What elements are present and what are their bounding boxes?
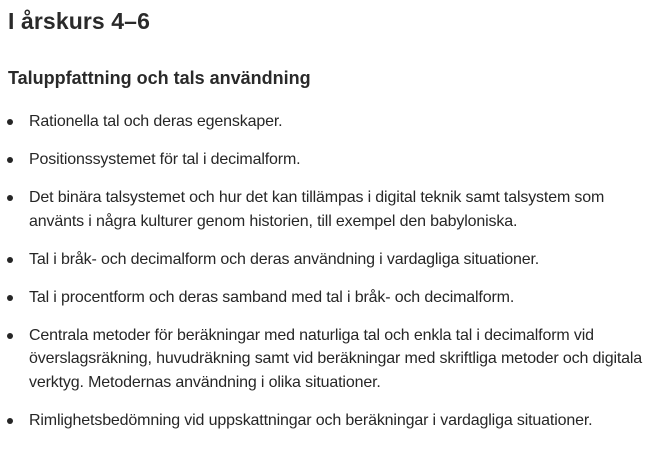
list-item [0, 110, 658, 134]
bullet-icon [7, 295, 13, 301]
list-item-text: Det binära talsystemet och hur det kan tillämpas i digital teknik samt talsystem som använts i några kulturer genom historien, till exempel den babyloniska. [29, 189, 605, 230]
bullet-icon [7, 119, 13, 125]
bullet-icon [7, 157, 13, 163]
list-item [0, 248, 658, 272]
list-item-text: Centrala metoder för beräkningar med naturliga tal och enkla tal i decimalform vid överslagsräkning, huvudräkning samt vid beräkningar med skriftliga metoder och digitala verktyg. Metodernas användning i olika situationer. [29, 326, 643, 391]
list-item [0, 324, 658, 395]
list-item-text: Tal i bråk- och decimalform och deras användning i vardagliga situationer. [29, 250, 540, 268]
page-title: I årskurs 4–6 [8, 8, 150, 34]
list-item [0, 186, 658, 233]
list-item [0, 409, 658, 433]
list-item-text: Rationella tal och deras egenskaper. [29, 113, 283, 130]
content-bullet-list [0, 110, 658, 447]
list-item [0, 148, 658, 172]
bullet-icon [7, 333, 13, 339]
list-item-text: Positionssystemet för tal i decimalform. [29, 151, 301, 168]
list-item [0, 286, 658, 310]
section-heading: Taluppfattning och tals användning [8, 68, 311, 88]
list-item-text: Rimlighetsbedömning vid uppskattningar och beräkningar i vardagliga situationer. [29, 411, 593, 429]
bullet-icon [7, 195, 13, 201]
bullet-icon [7, 418, 13, 424]
bullet-icon [7, 257, 13, 263]
list-item-text: Tal i procentform och deras samband med tal i bråk- och decimalform. [29, 288, 515, 306]
